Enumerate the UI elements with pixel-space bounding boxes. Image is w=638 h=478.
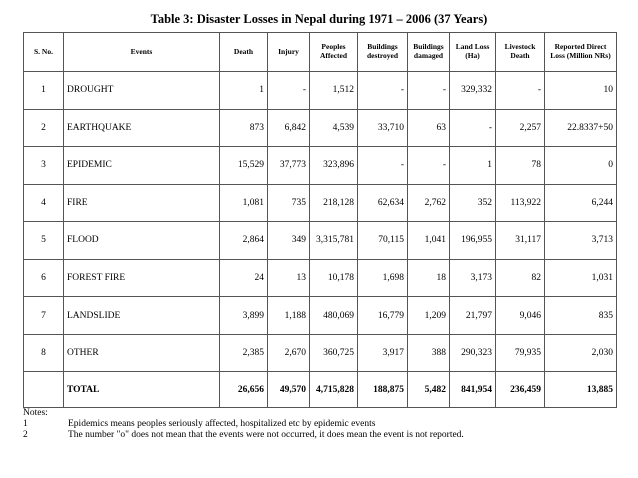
value-cell: 10,178	[310, 259, 358, 297]
col-header: S. No.	[24, 33, 64, 72]
table-row	[24, 109, 617, 147]
col-header: Land Loss (Ha)	[450, 33, 496, 72]
value-cell: 2,864	[220, 222, 268, 260]
total-value-cell: 5,482	[408, 372, 450, 408]
total-label-cell: TOTAL	[64, 372, 220, 408]
table-body	[24, 72, 617, 408]
value-cell: 15,529	[220, 147, 268, 185]
total-value-cell: 188,875	[358, 372, 408, 408]
value-cell: 9,046	[496, 297, 545, 335]
event-name-cell: OTHER	[64, 334, 220, 372]
value-cell: 388	[408, 334, 450, 372]
value-cell: 349	[268, 222, 310, 260]
value-cell: 329,332	[450, 72, 496, 110]
value-cell: -	[408, 72, 450, 110]
note-text: Epidemics means peoples seriously affected, hospitalized etc by epidemic events	[68, 419, 376, 429]
value-cell: 113,922	[496, 184, 545, 222]
table-row	[24, 334, 617, 372]
value-cell: -	[496, 72, 545, 110]
col-header: Buildings damaged	[408, 33, 450, 72]
event-name-cell: EARTHQUAKE	[64, 109, 220, 147]
row-number-cell: 2	[24, 109, 64, 147]
col-header: Death	[220, 33, 268, 72]
event-name-cell: FOREST FIRE	[64, 259, 220, 297]
row-number-cell: 3	[24, 147, 64, 185]
event-name-cell: FIRE	[64, 184, 220, 222]
col-header: Peoples Affected	[310, 33, 358, 72]
col-header: Injury	[268, 33, 310, 72]
value-cell: 16,779	[358, 297, 408, 335]
row-number-cell: 1	[24, 72, 64, 110]
value-cell: 1,698	[358, 259, 408, 297]
header-row	[24, 33, 617, 72]
value-cell: 3,917	[358, 334, 408, 372]
total-value-cell: 49,570	[268, 372, 310, 408]
total-value-cell: 26,656	[220, 372, 268, 408]
table-row	[24, 72, 617, 110]
value-cell: 31,117	[496, 222, 545, 260]
row-number-cell: 7	[24, 297, 64, 335]
value-cell: -	[408, 147, 450, 185]
value-cell: 1	[450, 147, 496, 185]
value-cell: 37,773	[268, 147, 310, 185]
value-cell: 18	[408, 259, 450, 297]
value-cell: 480,069	[310, 297, 358, 335]
value-cell: 1,209	[408, 297, 450, 335]
total-value-cell: 4,715,828	[310, 372, 358, 408]
value-cell: 2,762	[408, 184, 450, 222]
value-cell: -	[268, 72, 310, 110]
value-cell: 21,797	[450, 297, 496, 335]
event-name-cell: EPIDEMIC	[64, 147, 220, 185]
value-cell: 3,713	[545, 222, 617, 260]
value-cell: 24	[220, 259, 268, 297]
value-cell: 2,257	[496, 109, 545, 147]
value-cell: 735	[268, 184, 310, 222]
value-cell: 10	[545, 72, 617, 110]
value-cell: -	[358, 147, 408, 185]
row-number-cell: 5	[24, 222, 64, 260]
note-number: 2	[23, 430, 28, 440]
table-title: Table 3: Disaster Losses in Nepal during 1971 – 2006 (37 Years)	[150, 12, 488, 26]
value-cell: 0	[545, 147, 617, 185]
value-cell: 2,385	[220, 334, 268, 372]
value-cell: 360,725	[310, 334, 358, 372]
table-row	[24, 297, 617, 335]
table-row	[24, 259, 617, 297]
value-cell: 6,842	[268, 109, 310, 147]
value-cell: 70,115	[358, 222, 408, 260]
value-cell: -	[358, 72, 408, 110]
value-cell: 3,315,781	[310, 222, 358, 260]
total-value-cell: 236,459	[496, 372, 545, 408]
row-number-cell: 6	[24, 259, 64, 297]
table-row	[24, 184, 617, 222]
col-header: Reported Direct Loss (Million NRs)	[545, 33, 617, 72]
value-cell: 22.8337+50	[545, 109, 617, 147]
value-cell: 78	[496, 147, 545, 185]
total-row	[24, 372, 617, 408]
value-cell: 62,634	[358, 184, 408, 222]
value-cell: 290,323	[450, 334, 496, 372]
value-cell: 3,173	[450, 259, 496, 297]
value-cell: -	[450, 109, 496, 147]
notes-section	[23, 408, 464, 441]
value-cell: 2,670	[268, 334, 310, 372]
row-number-cell: 8	[24, 334, 64, 372]
table-row	[24, 147, 617, 185]
total-value-cell: 13,885	[545, 372, 617, 408]
note-item	[23, 430, 464, 441]
value-cell: 33,710	[358, 109, 408, 147]
note-text: The number "o" does not mean that the events were not occurred, it does mean the event is not reported.	[68, 430, 464, 440]
value-cell: 1,081	[220, 184, 268, 222]
value-cell: 13	[268, 259, 310, 297]
notes-label: Notes:	[23, 408, 48, 418]
value-cell: 79,935	[496, 334, 545, 372]
value-cell: 1,031	[545, 259, 617, 297]
value-cell: 1,188	[268, 297, 310, 335]
value-cell: 873	[220, 109, 268, 147]
disaster-losses-table	[23, 32, 617, 408]
note-number: 1	[23, 419, 28, 429]
value-cell: 4,539	[310, 109, 358, 147]
value-cell: 63	[408, 109, 450, 147]
value-cell: 352	[450, 184, 496, 222]
value-cell: 196,955	[450, 222, 496, 260]
value-cell: 218,128	[310, 184, 358, 222]
event-name-cell: LANDSLIDE	[64, 297, 220, 335]
total-value-cell: 841,954	[450, 372, 496, 408]
col-header: Events	[64, 33, 220, 72]
total-value-cell	[24, 372, 64, 408]
value-cell: 323,896	[310, 147, 358, 185]
value-cell: 82	[496, 259, 545, 297]
value-cell: 6,244	[545, 184, 617, 222]
row-number-cell: 4	[24, 184, 64, 222]
value-cell: 1,512	[310, 72, 358, 110]
value-cell: 1	[220, 72, 268, 110]
col-header: Buildings destroyed	[358, 33, 408, 72]
value-cell: 835	[545, 297, 617, 335]
value-cell: 1,041	[408, 222, 450, 260]
value-cell: 2,030	[545, 334, 617, 372]
event-name-cell: DROUGHT	[64, 72, 220, 110]
note-item	[23, 419, 464, 430]
col-header: Livestock Death	[496, 33, 545, 72]
event-name-cell: FLOOD	[64, 222, 220, 260]
table-row	[24, 222, 617, 260]
value-cell: 3,899	[220, 297, 268, 335]
